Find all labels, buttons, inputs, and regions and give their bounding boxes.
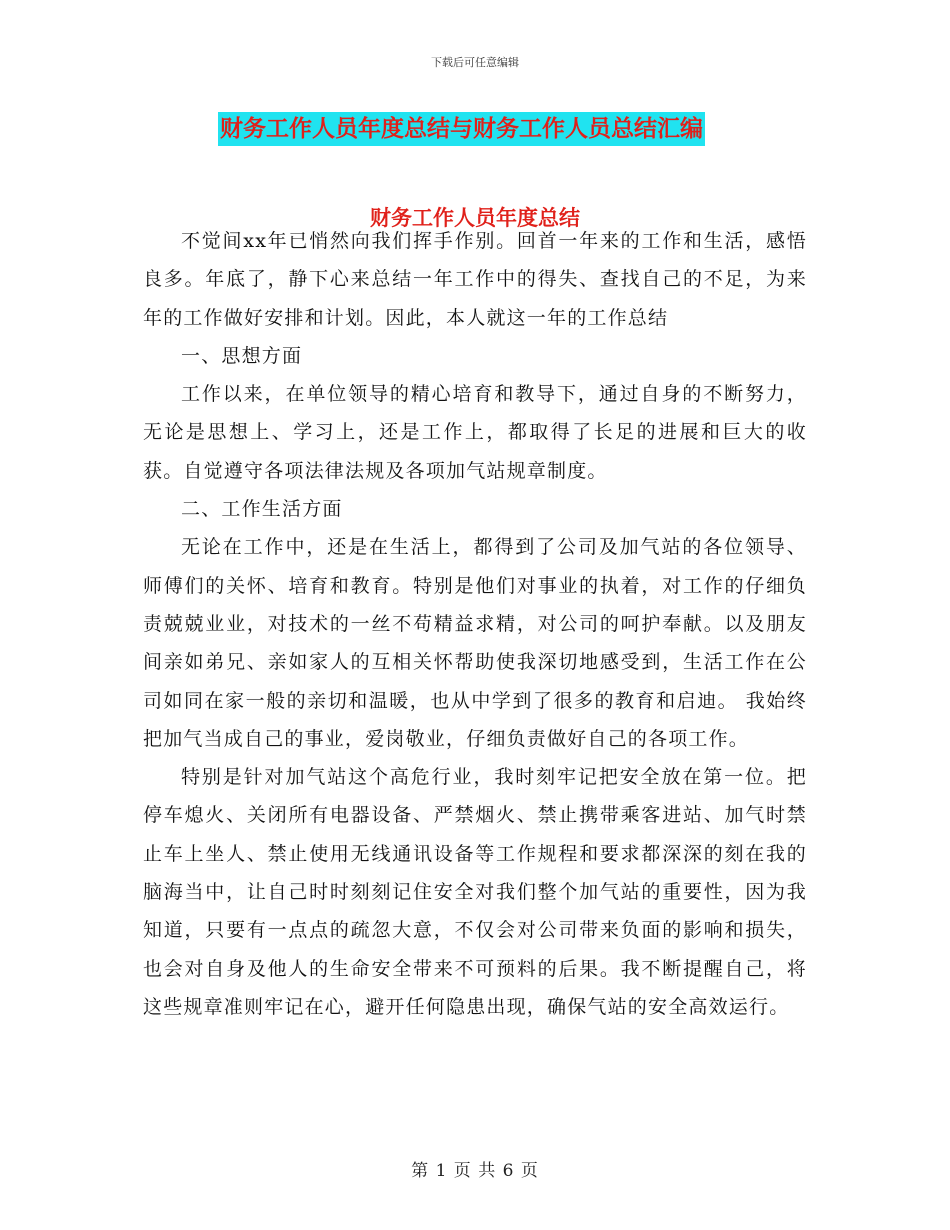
paragraph-intro: 不觉间xx年已悄然向我们挥手作别。回首一年来的工作和生活，感悟良多。年底了，静下心来总结一年工作中的得失、查找自己的不足，为来年的工作做好安排和计划。因此，本人就这一年的工作总结 <box>143 230 807 329</box>
page-number: 第 1 页 共 6 页 <box>411 1161 539 1181</box>
header-note: 下载后可任意编辑 <box>431 56 519 69</box>
document-body <box>143 222 807 1026</box>
section-title: 财务工作人员年度总结 <box>370 206 580 230</box>
heading-ideology: 一、思想方面 <box>181 344 303 367</box>
heading-work-life: 二、工作生活方面 <box>181 498 343 521</box>
paragraph-safety: 特别是针对加气站这个高危行业，我时刻牢记把安全放在第一位。把停车熄火、关闭所有电器设备、严禁烟火、禁止携带乘客进站、加气时禁止车上坐人、禁止使用无线通讯设备等工作规程和要求都深深的刻在我的脑海当中，让自己时时刻刻记住安全对我们整个加气站的重要性，因为我知道，只要有一点点的疏忽大意，不仅会对公司带来负面的影响和损失，也会对自身及他人的生命安全带来不可预料的后果。我不断提醒自己，将这些规章准则牢记在心，避开任何隐患出现，确保气站的安全高效运行。 <box>143 766 807 1018</box>
document-title: 财务工作人员年度总结与财务工作人员总结汇编 <box>218 112 705 146</box>
paragraph-work-life: 无论在工作中，还是在生活上，都得到了公司及加气站的各位领导、师傅们的关怀、培育和教育。特别是他们对事业的执着，对工作的仔细负责兢兢业业，对技术的一丝不苟精益求精，对公司的呵护奉献。以及朋友间亲如弟兄、亲如家人的互相关怀帮助使我深切地感受到，生活工作在公司如同在家一般的亲切和温暖，也从中学到了很多的教育和启迪。 我始终把加气当成自己的事业，爱岗敬业，仔细负责做好自己的各项工作。 <box>143 536 807 750</box>
paragraph-ideology: 工作以来，在单位领导的精心培育和教导下，通过自身的不断努力，无论是思想上、学习上，还是工作上，都取得了长足的进展和巨大的收获。自觉遵守各项法律法规及各项加气站规章制度。 <box>143 383 807 482</box>
